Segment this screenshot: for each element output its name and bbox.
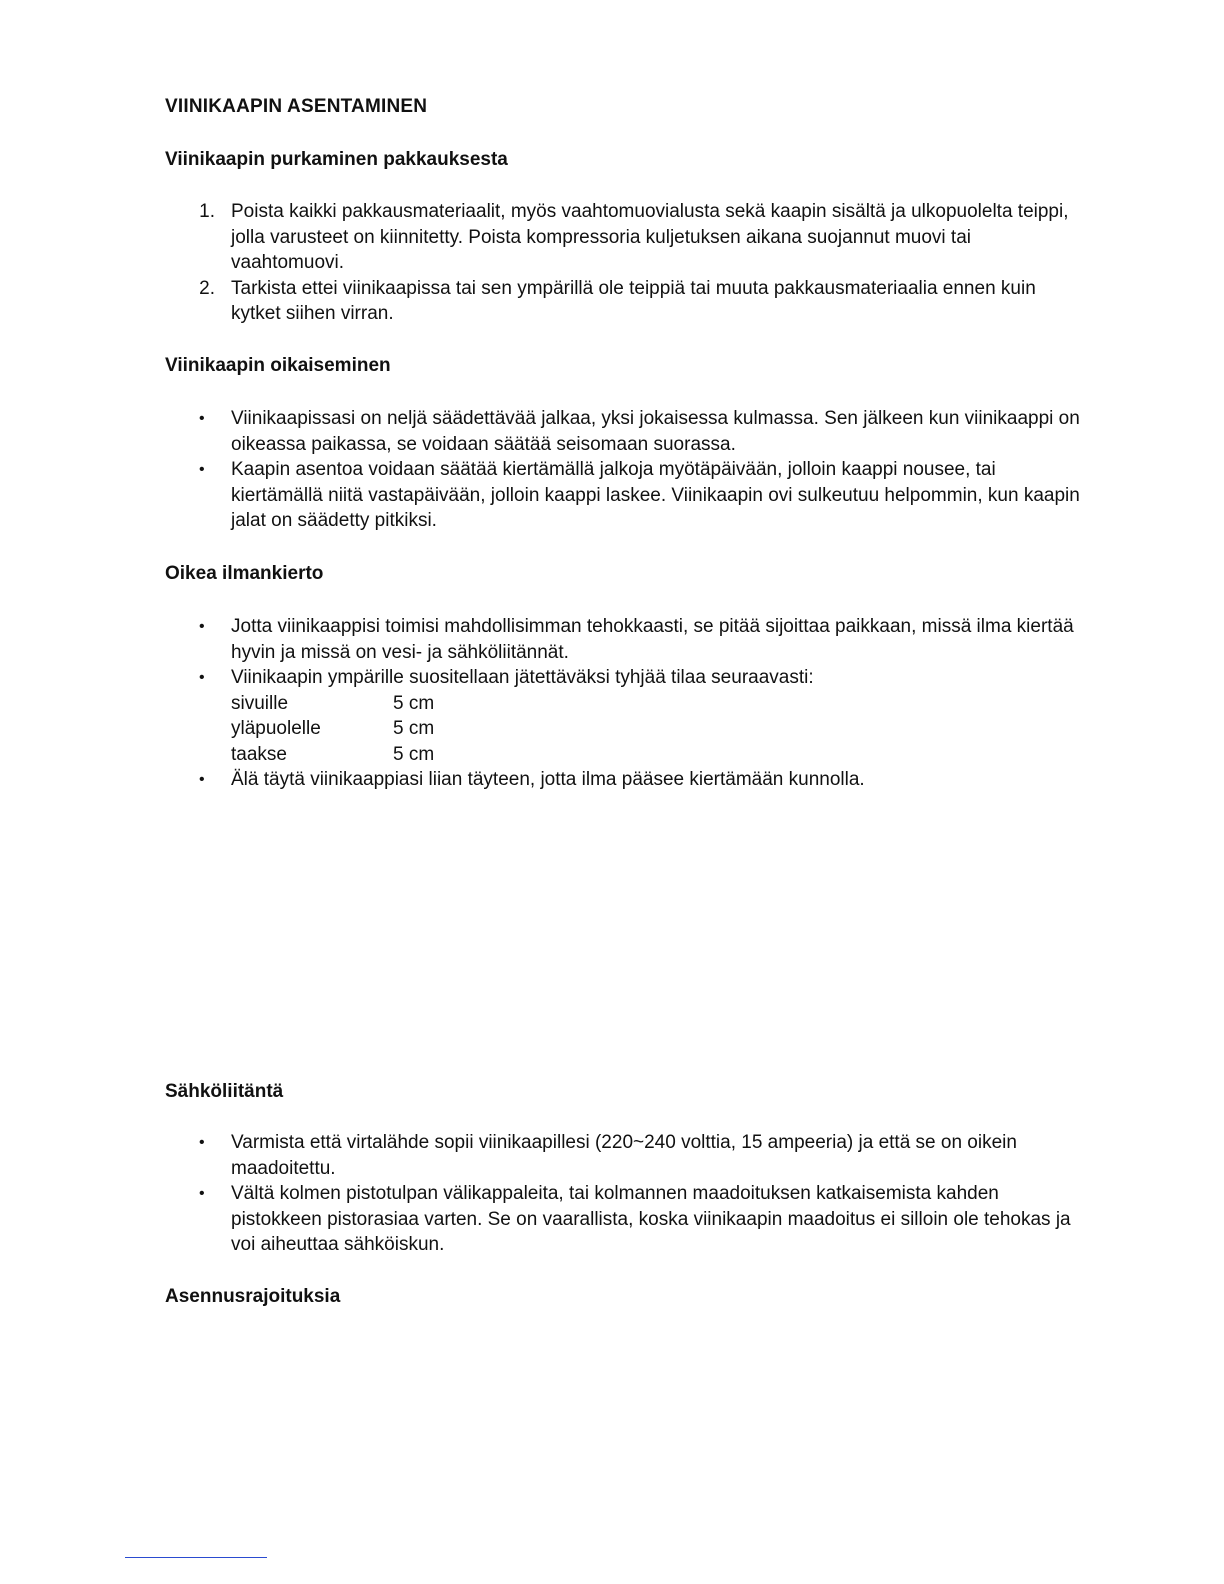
bullet-icon: • bbox=[199, 771, 205, 788]
bullet-icon: • bbox=[199, 1134, 205, 1151]
list-item-text: Jotta viinikaappisi toimisi mahdollisimman tehokkaasti, se pitää sijoittaa paikkaan, missä ilma kiertää hyvin ja missä on vesi- ja sähköliitännät. bbox=[231, 616, 1074, 663]
spacing-place: yläpuolelle bbox=[231, 718, 321, 739]
list-item bbox=[165, 276, 1085, 327]
list-item bbox=[165, 406, 1085, 457]
spacing-row bbox=[231, 691, 1085, 717]
airflow-list bbox=[165, 614, 1085, 793]
list-item bbox=[165, 614, 1085, 665]
list-item-text: Älä täytä viinikaappiasi liian täyteen, jotta ilma pääsee kiertämään kunnolla. bbox=[231, 769, 865, 790]
unpacking-list bbox=[165, 199, 1085, 327]
list-item bbox=[165, 199, 1085, 276]
list-number: 1. bbox=[199, 201, 215, 222]
list-item-text: Tarkista ettei viinikaapissa tai sen ympärillä ole teippiä tai muuta pakkausmateriaalia ennen kuin kytket siihen virran. bbox=[231, 277, 1036, 324]
list-item-text: Viinikaapissasi on neljä säädettävää jalkaa, yksi jokaisessa kulmassa. Sen jälkeen kun viinikaappi on oikeassa paikassa, se voidaan säätää seisomaan suorassa. bbox=[231, 408, 1080, 455]
bullet-icon: • bbox=[199, 410, 205, 427]
heading-restrictions: Asennusrajoituksia bbox=[165, 1286, 341, 1307]
list-item-text: Vältä kolmen pistotulpan välikappaleita, tai kolmannen maadoituksen katkaisemista kahden pistokkeen pistorasiaa varten. Se on vaarallista, koska viinikaapin maadoitus ei silloin ole tehokas ja voi aiheuttaa sähköiskun. bbox=[231, 1183, 1071, 1255]
leveling-list bbox=[165, 406, 1085, 534]
spacing-row bbox=[231, 716, 1085, 742]
footnote-separator bbox=[125, 1557, 267, 1558]
list-item bbox=[165, 767, 1085, 793]
list-item bbox=[165, 665, 1085, 767]
spacing-row bbox=[231, 742, 1085, 768]
list-number: 2. bbox=[199, 277, 215, 299]
list-item bbox=[165, 1130, 1085, 1181]
document-title: VIINIKAAPIN ASENTAMINEN bbox=[165, 96, 428, 117]
heading-electrical: Sähköliitäntä bbox=[165, 1081, 284, 1102]
spacing-place: taakse bbox=[231, 743, 287, 765]
heading-leveling: Viinikaapin oikaiseminen bbox=[165, 355, 391, 376]
list-item-text: Viinikaapin ympärille suositellaan jätettäväksi tyhjää tilaa seuraavasti: bbox=[231, 667, 814, 688]
bullet-icon: • bbox=[199, 1185, 205, 1202]
spacing-place: sivuille bbox=[231, 692, 289, 714]
list-item-text: Kaapin asentoa voidaan säätää kiertämällä jalkoja myötäpäivään, jolloin kaappi nousee, tai kiertämällä niitä vastapäivään, jolloin kaappi laskee. Viinikaapin ovi sulkeutuu helpommin, kun kaapin jalat on säädetty pitkiksi. bbox=[231, 459, 1080, 531]
heading-airflow: Oikea ilmankierto bbox=[165, 563, 324, 584]
bullet-icon: • bbox=[199, 669, 205, 686]
list-item-text: Poista kaikki pakkausmateriaalit, myös vaahtomuovialusta sekä kaapin sisältä ja ulkopuolelta teippi, jolla varusteet on kiinnitetty. Poista kompressoria kuljetuksen aikana suojannut muovi tai vaahtomuovi. bbox=[231, 201, 1069, 273]
spacing-value: 5 cm bbox=[393, 743, 435, 765]
spacing-value: 5 cm bbox=[393, 692, 435, 714]
list-item-text: Varmista että virtalähde sopii viinikaapillesi (220~240 volttia, 15 ampeeria) ja että se on oikein maadoitettu. bbox=[231, 1132, 1017, 1179]
bullet-icon: • bbox=[199, 461, 205, 478]
heading-unpacking: Viinikaapin purkaminen pakkauksesta bbox=[165, 149, 508, 170]
spacing-value: 5 cm bbox=[393, 718, 435, 739]
list-item bbox=[165, 457, 1085, 534]
list-item bbox=[165, 1181, 1085, 1258]
electrical-list bbox=[165, 1130, 1085, 1258]
bullet-icon: • bbox=[199, 618, 205, 635]
